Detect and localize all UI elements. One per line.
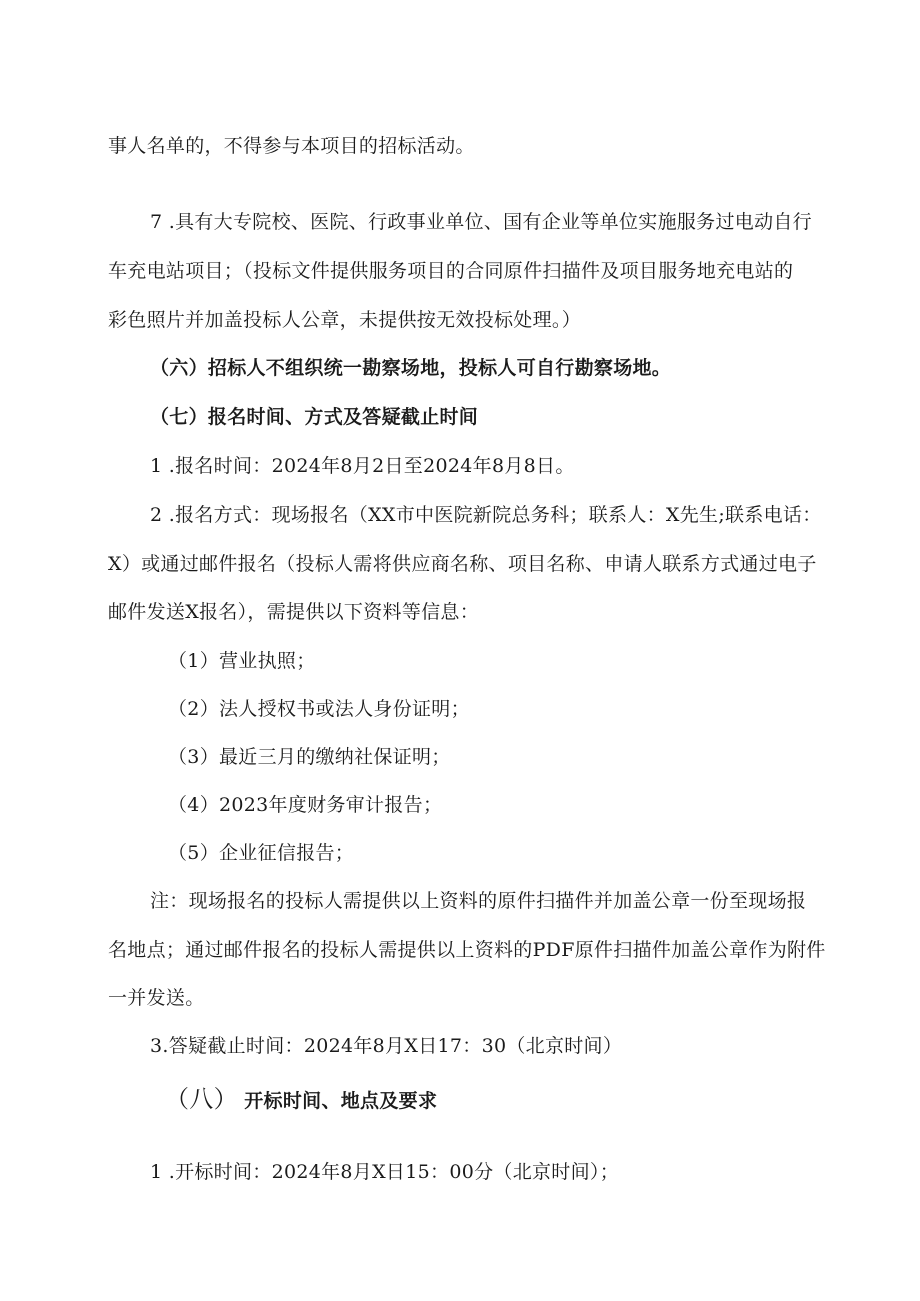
registration-method-line: 2 .报名方式：现场报名（XX市中医院新院总务科；联系人：X先生;联系电话： [150,504,822,526]
document-list-item: （5）企业征信报告； [168,842,355,864]
document-list-item: （2）法人授权书或法人身份证明； [168,698,470,720]
section-heading-7: （七）报名时间、方式及答疑截止时间 [150,406,479,428]
registration-method-line: X）或通过邮件报名（投标人需将供应商名称、项目名称、申请人联系方式通过电子 [108,553,817,575]
registration-time: 1 .报名时间：2024年8月2日至2024年8月8日。 [150,455,575,477]
section-heading-8-number: （八） [165,1085,238,1113]
note-line: 一并发送。 [108,987,205,1009]
registration-method-line: 邮件发送X报名），需提供以下资料等信息： [108,601,480,623]
qa-deadline: 3.答疑截止时间：2024年8月X日17：30（北京时间） [150,1035,623,1057]
document-list-item: （1）营业执照； [168,650,316,672]
item-7-line: 车充电站项目；（投标文件提供服务项目的合同原件扫描件及项目服务地充电站的 [108,260,794,282]
note-line: 注：现场报名的投标人需提供以上资料的原件扫描件并加盖公章一份至现场报 [150,890,807,912]
paragraph-line: 事人名单的，不得参与本项目的招标活动。 [108,135,475,157]
opening-time: 1 .开标时间：2024年8月X日15：00分（北京时间）； [150,1161,619,1183]
document-list-item: （3）最近三月的缴纳社保证明； [168,746,451,768]
section-heading-6: （六）招标人不组织统一勘察场地，投标人可自行勘察场地。 [150,357,672,379]
item-7-line: 7 .具有大专院校、医院、行政事业单位、国有企业等单位实施服务过电动自行 [150,211,812,233]
section-heading-8-text: 开标时间、地点及要求 [244,1090,438,1112]
item-7-line: 彩色照片并加盖投标人公章，未提供按无效投标处理。） [108,309,582,331]
document-list-item: （4）2023年度财务审计报告； [168,794,443,816]
note-line: 名地点；通过邮件报名的投标人需提供以上资料的PDF原件扫描件加盖公章作为附件 [108,939,826,961]
section-heading-8 [165,1087,437,1113]
